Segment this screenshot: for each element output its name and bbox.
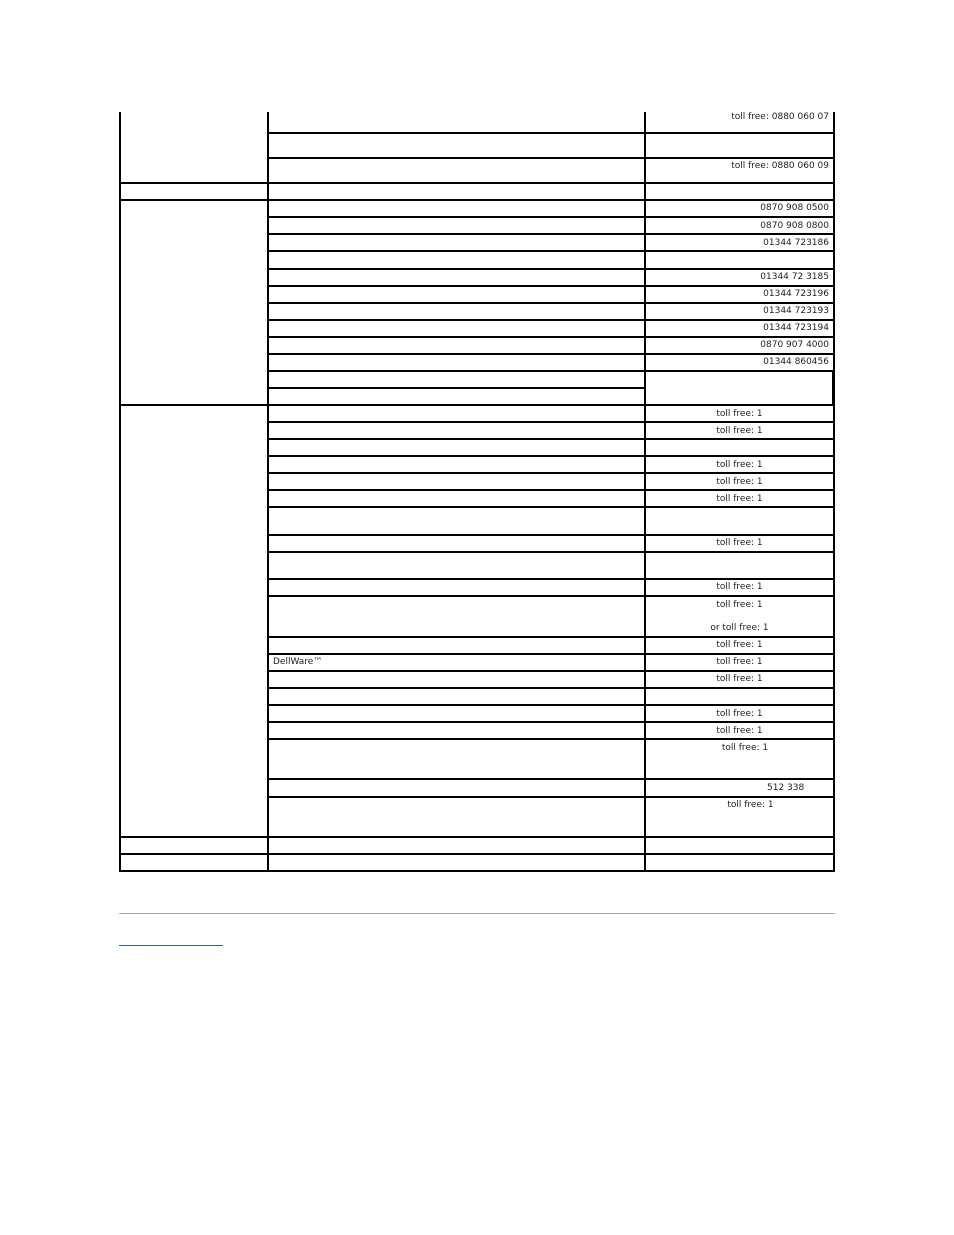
row-line <box>267 796 835 798</box>
merged-cell-right <box>646 372 833 404</box>
row-line <box>267 472 835 474</box>
row-line <box>267 687 835 689</box>
row-line <box>267 250 835 252</box>
toll-free-number: toll free: 1 <box>716 640 763 650</box>
row-line <box>119 182 835 184</box>
row-line <box>267 157 835 159</box>
table-border-bottom <box>119 870 835 872</box>
row-line <box>119 836 835 838</box>
merged-row <box>646 508 833 534</box>
toll-free-number: or toll free: 1 <box>710 623 769 633</box>
col-divider-1 <box>267 112 269 872</box>
row-line <box>267 455 835 457</box>
toll-free-number: toll free: 1 <box>716 582 763 592</box>
row-line <box>267 578 835 580</box>
phone-number: 01344 72 3185 <box>760 272 829 282</box>
toll-free-number: toll free: 1 <box>716 477 763 487</box>
toll-free-number: toll free: 1 <box>716 726 763 736</box>
phone-number: toll free: 0880 060 09 <box>731 161 829 171</box>
dellware-label: DellWare™ <box>273 657 323 667</box>
toll-free-number: toll free: 1 <box>716 426 763 436</box>
row-line <box>267 738 835 740</box>
row-line <box>267 233 835 235</box>
row-line <box>267 132 835 134</box>
row-line <box>267 489 835 491</box>
row-line <box>267 670 835 672</box>
toll-free-number: toll free: 1 <box>716 600 763 610</box>
merged-row <box>646 553 833 578</box>
row-line <box>267 653 835 655</box>
toll-free-number: toll free: 1 <box>716 494 763 504</box>
row-line <box>267 216 835 218</box>
footer-divider <box>119 913 835 914</box>
toll-free-number: toll free: 1 <box>716 460 763 470</box>
row-line <box>119 199 835 201</box>
row-line <box>267 636 835 638</box>
row-line <box>267 595 835 597</box>
phone-number: toll free: 0880 060 07 <box>731 112 829 122</box>
row-line <box>267 534 835 536</box>
row-line <box>267 336 835 338</box>
phone-number: 01344 723186 <box>763 238 829 248</box>
table-border-left <box>119 112 121 872</box>
phone-number: 0870 908 0500 <box>760 203 829 213</box>
row-line <box>267 319 835 321</box>
phone-number: 512 338 <box>767 783 805 793</box>
row-line <box>267 778 835 780</box>
row-line <box>119 853 835 855</box>
row-line <box>267 302 835 304</box>
toll-free-number: toll free: 1 <box>716 538 763 548</box>
row-line <box>267 285 835 287</box>
row-line <box>267 721 835 723</box>
phone-number: 0870 908 0800 <box>760 221 829 231</box>
phone-number: 01344 723193 <box>763 306 829 316</box>
row-line <box>267 387 646 389</box>
row-line <box>267 353 835 355</box>
row-line <box>119 404 835 406</box>
toll-free-number: toll free: 1 <box>721 743 769 753</box>
phone-number: 01344 723196 <box>763 289 829 299</box>
phone-number: 0870 907 4000 <box>760 340 829 350</box>
row-line <box>267 704 835 706</box>
back-to-contents-link[interactable] <box>119 935 223 946</box>
phone-number: 01344 860456 <box>763 357 829 367</box>
table-border-right <box>833 112 835 872</box>
merged-row <box>646 440 833 455</box>
toll-free-number: toll free: 1 <box>716 657 763 667</box>
row-line <box>267 268 835 270</box>
toll-free-number: toll free: 1 <box>727 800 774 810</box>
toll-free-number: toll free: 1 <box>716 409 763 419</box>
toll-free-number: toll free: 1 <box>716 674 763 684</box>
row-line <box>267 421 835 423</box>
phone-number: 01344 723194 <box>763 323 829 333</box>
toll-free-number: toll free: 1 <box>716 709 763 719</box>
